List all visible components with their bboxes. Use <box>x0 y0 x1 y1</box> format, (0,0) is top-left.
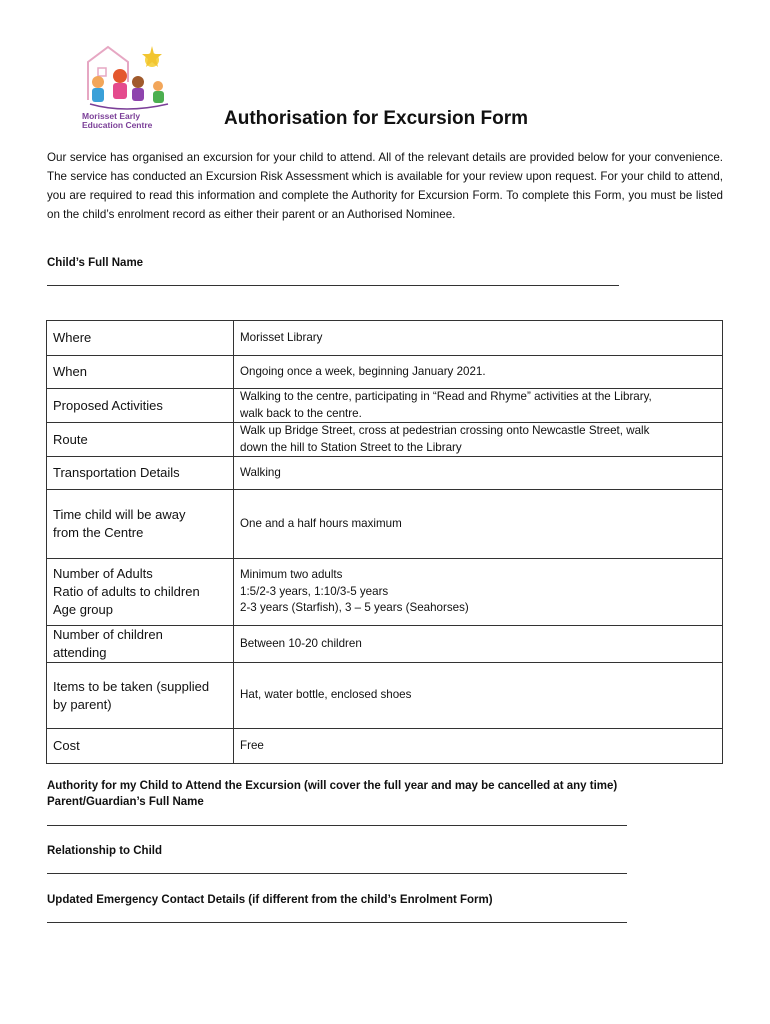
row-value <box>234 663 723 729</box>
relationship-field[interactable] <box>47 873 627 874</box>
table-row <box>47 321 723 356</box>
child-name-label: Child’s Full Name <box>47 257 144 269</box>
intro-paragraph: Our service has organised an excursion for your child to attend. All of the relevant details are provided below for your convenience. The service has conducted an Excursion Risk Assessment which is available for your review upon request. For your child to attend, you are required to read this information and complete the Authority for Excursion Form. To complete this Form, you must be listed on the child’s enrolment record as either their parent or an Authorised Nominee. <box>47 151 723 221</box>
child-name-field[interactable] <box>47 285 619 286</box>
row-label-line: Transportation Details <box>53 465 180 480</box>
row-label-line: Ratio of adults to children <box>53 584 200 599</box>
row-label <box>47 663 234 729</box>
row-label <box>47 626 234 663</box>
row-value-line: One and a half hours maximum <box>240 516 402 530</box>
row-label-line: Items to be taken (supplied <box>53 678 210 694</box>
row-label <box>47 457 234 490</box>
parent-name-field[interactable] <box>47 825 627 826</box>
emergency-contact-label: Updated Emergency Contact Details (if different from the child’s Enrolment Form) <box>47 894 493 906</box>
row-label <box>47 729 234 764</box>
row-value-line: walk back to the centre. <box>240 406 362 420</box>
table-row <box>47 389 723 423</box>
row-value <box>234 321 723 356</box>
table-row <box>47 423 723 457</box>
emergency-contact-field[interactable] <box>47 922 627 923</box>
logo-text <box>82 112 152 130</box>
row-label-line: Number of children <box>53 627 163 642</box>
row-label-line: by parent) <box>53 696 112 712</box>
authority-heading: Authority for my Child to Attend the Excursion (will cover the full year and may be cancelled at any time) <box>47 780 618 792</box>
row-label-line: Time child will be away <box>53 507 186 522</box>
table-row <box>47 663 723 729</box>
row-value-line: Between 10-20 children <box>240 636 362 650</box>
row-label-line: Number of Adults <box>53 566 153 581</box>
row-label <box>47 389 234 423</box>
row-label-line: Cost <box>53 738 80 753</box>
row-value-line: Morisset Library <box>240 330 323 344</box>
table-row <box>47 626 723 663</box>
row-label-line: Route <box>53 431 88 447</box>
relationship-label: Relationship to Child <box>47 845 162 857</box>
table-row <box>47 559 723 626</box>
row-label <box>47 559 234 626</box>
row-value-line: Walking <box>240 465 281 479</box>
row-value-line: 1:5/2-3 years, 1:10/3-5 years <box>240 584 389 598</box>
row-value-line: Walking to the centre, participating in “Read and Rhyme” activities at the Library, <box>240 390 652 403</box>
row-value <box>234 423 723 457</box>
row-value <box>234 356 723 389</box>
row-label <box>47 321 234 356</box>
table-row <box>47 490 723 559</box>
logo-line-2: Education Centre <box>82 120 153 130</box>
row-value <box>234 626 723 663</box>
row-label <box>47 423 234 457</box>
row-label-line: Proposed Activities <box>53 397 163 413</box>
excursion-details-table <box>46 320 723 764</box>
page-title: Authorisation for Excursion Form <box>224 108 529 129</box>
row-value <box>234 457 723 490</box>
row-value-line: Hat, water bottle, enclosed shoes <box>240 688 412 702</box>
row-value-line: 2-3 years (Starfish), 3 – 5 years (Seahorses) <box>240 601 469 615</box>
row-value <box>234 729 723 764</box>
row-label-line: Age group <box>53 602 113 617</box>
row-value <box>234 490 723 559</box>
row-value <box>234 559 723 626</box>
row-value <box>234 389 723 423</box>
row-label <box>47 356 234 389</box>
row-label <box>47 490 234 559</box>
row-label-line: Where <box>53 330 92 345</box>
parent-name-label: Parent/Guardian’s Full Name <box>47 796 204 808</box>
table-row <box>47 457 723 490</box>
table-row <box>47 729 723 764</box>
table-row <box>47 356 723 389</box>
row-value-line: Ongoing once a week, beginning January 2021. <box>240 364 486 378</box>
row-value-line: down the hill to Station Street to the Library <box>240 440 462 454</box>
logo-line-1: Morisset Early <box>82 111 141 121</box>
row-value-line: Free <box>240 738 264 752</box>
row-label-line: When <box>53 364 87 379</box>
row-value-line: Walk up Bridge Street, cross at pedestrian crossing onto Newcastle Street, walk <box>240 424 650 437</box>
row-label-line: from the Centre <box>53 525 144 540</box>
row-value-line: Minimum two adults <box>240 568 343 582</box>
row-label-line: attending <box>53 645 107 660</box>
